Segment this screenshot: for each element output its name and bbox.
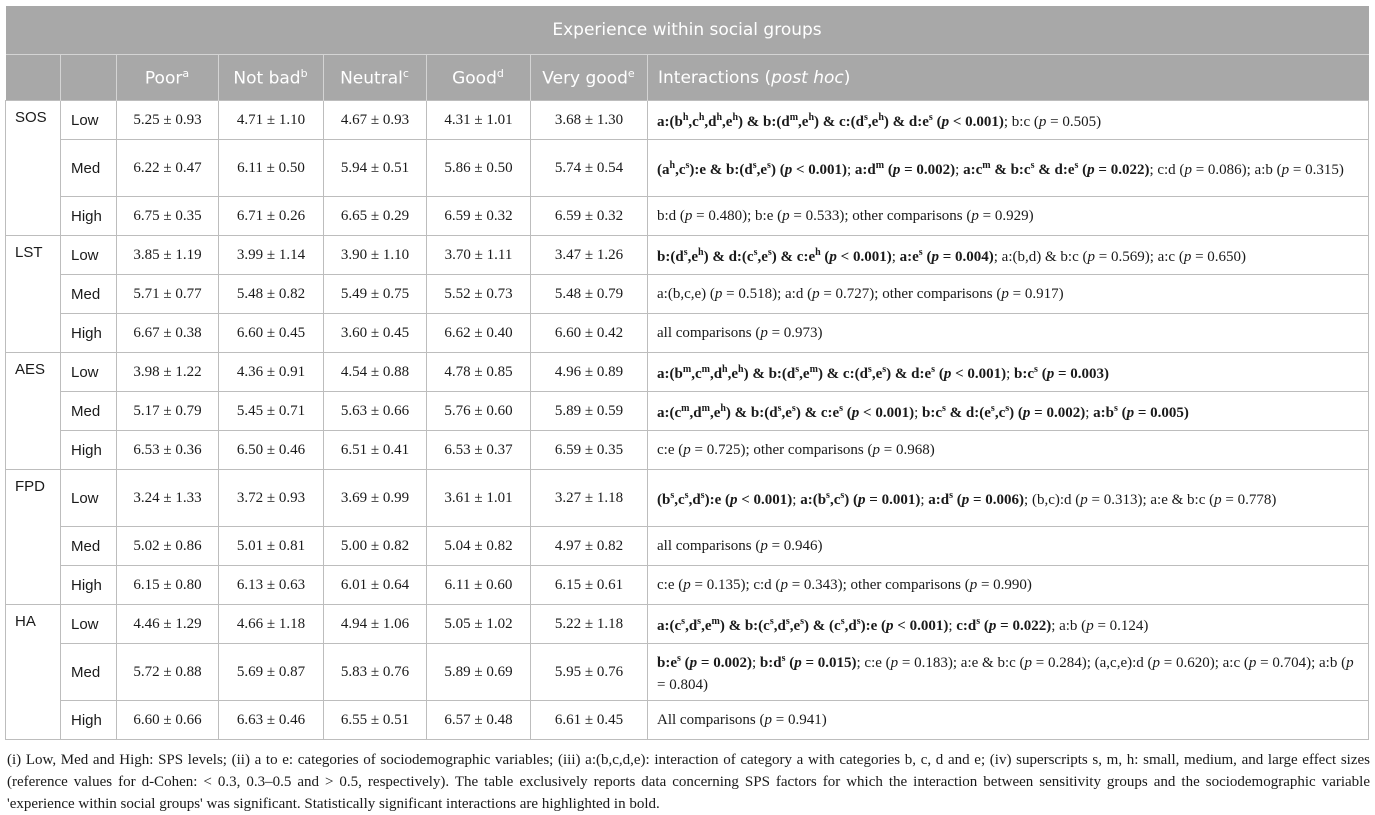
factor-cell: FPD (6, 470, 61, 605)
value-cell: 6.01 ± 0.64 (324, 566, 427, 605)
value-cell: 5.49 ± 0.75 (324, 275, 427, 314)
interaction-cell: all comparisons (p = 0.946) (648, 527, 1369, 566)
value-cell: 5.63 ± 0.66 (324, 392, 427, 431)
value-cell: 3.99 ± 1.14 (219, 236, 324, 275)
value-cell: 3.60 ± 0.45 (324, 314, 427, 353)
table-row (6, 140, 1369, 197)
level-cell: High (61, 314, 117, 353)
value-cell: 5.02 ± 0.86 (117, 527, 219, 566)
value-cell: 5.48 ± 0.79 (531, 275, 648, 314)
value-cell: 5.86 ± 0.50 (427, 140, 531, 197)
interaction-cell: All comparisons (p = 0.941) (648, 701, 1369, 740)
value-cell: 5.45 ± 0.71 (219, 392, 324, 431)
col-not-bad: Not bad$^b$ (219, 55, 324, 101)
value-cell: 4.96 ± 0.89 (531, 353, 648, 392)
value-cell: 6.55 ± 0.51 (324, 701, 427, 740)
value-cell: 3.90 ± 1.10 (324, 236, 427, 275)
interaction-cell: $(b^s,c^s,d^s):e$ (p < 0.001); $a:(b^s,c^s) (p = 0.001)$; $a:d^s$ (p = 0.006); (b,c):d (p = 0.313); a:e & b:c (p = 0.778) (648, 470, 1369, 527)
level-cell: Med (61, 392, 117, 431)
col-neutral: Neutral$^c$ (324, 55, 427, 101)
value-cell: 6.59 ± 0.32 (427, 197, 531, 236)
value-cell: 4.67 ± 0.93 (324, 101, 427, 140)
interaction-cell: $a:(b^h,c^h,d^h,e^h)$ & $b:(d^m,e^h)$ & $c:(d^s,e^h)$ & $d:e^s$ (p < 0.001); b:c (p = 0.505) (648, 101, 1369, 140)
value-cell: 6.59 ± 0.32 (531, 197, 648, 236)
table-row (6, 392, 1369, 431)
interaction-cell: $b:e^s$ (p = 0.002); $b:d^s$ (p = 0.015); c:e (p = 0.183); a:e & b:c (p = 0.284); (a,c,e):d (p = 0.620); a:c (p = 0.704); a:b (p = 0.804) (648, 644, 1369, 701)
value-cell: 3.70 ± 1.11 (427, 236, 531, 275)
value-cell: 6.22 ± 0.47 (117, 140, 219, 197)
value-cell: 5.83 ± 0.76 (324, 644, 427, 701)
col-very-good: Very good$^e$ (531, 55, 648, 101)
value-cell: 5.95 ± 0.76 (531, 644, 648, 701)
value-cell: 3.24 ± 1.33 (117, 470, 219, 527)
value-cell: 6.67 ± 0.38 (117, 314, 219, 353)
value-cell: 4.94 ± 1.06 (324, 605, 427, 644)
level-cell: Med (61, 527, 117, 566)
value-cell: 6.62 ± 0.40 (427, 314, 531, 353)
table-row (6, 314, 1369, 353)
interaction-cell: $a:(c^s,d^s,e^m)$ & $b:(c^s,d^s,e^s)$ & $(c^s,d^s):e$ (p < 0.001); $c:d^s$ (p = 0.022); a:b (p = 0.124) (648, 605, 1369, 644)
table-row (6, 353, 1369, 392)
value-cell: 5.48 ± 0.82 (219, 275, 324, 314)
value-cell: 4.71 ± 1.10 (219, 101, 324, 140)
value-cell: 6.60 ± 0.45 (219, 314, 324, 353)
table-row (6, 470, 1369, 527)
factor-header (6, 55, 61, 101)
value-cell: 6.61 ± 0.45 (531, 701, 648, 740)
value-cell: 6.60 ± 0.66 (117, 701, 219, 740)
level-cell: Low (61, 470, 117, 527)
level-cell: Low (61, 353, 117, 392)
table-row (6, 566, 1369, 605)
level-cell: Low (61, 101, 117, 140)
factor-cell: AES (6, 353, 61, 470)
results-table (5, 6, 1369, 740)
value-cell: 5.89 ± 0.59 (531, 392, 648, 431)
level-cell: High (61, 197, 117, 236)
value-cell: 6.51 ± 0.41 (324, 431, 427, 470)
interaction-cell: c:e (p = 0.135); c:d (p = 0.343); other comparisons (p = 0.990) (648, 566, 1369, 605)
value-cell: 6.53 ± 0.36 (117, 431, 219, 470)
value-cell: 3.68 ± 1.30 (531, 101, 648, 140)
factor-cell: SOS (6, 101, 61, 236)
value-cell: 6.65 ± 0.29 (324, 197, 427, 236)
value-cell: 6.53 ± 0.37 (427, 431, 531, 470)
value-cell: 6.11 ± 0.60 (427, 566, 531, 605)
value-cell: 6.57 ± 0.48 (427, 701, 531, 740)
value-cell: 3.61 ± 1.01 (427, 470, 531, 527)
interaction-cell: a:(b,c,e) (p = 0.518); a:d (p = 0.727); other comparisons (p = 0.917) (648, 275, 1369, 314)
table-row (6, 605, 1369, 644)
factor-cell: HA (6, 605, 61, 740)
table-row (6, 527, 1369, 566)
value-cell: 3.72 ± 0.93 (219, 470, 324, 527)
value-cell: 5.89 ± 0.69 (427, 644, 531, 701)
level-cell: Med (61, 275, 117, 314)
value-cell: 3.47 ± 1.26 (531, 236, 648, 275)
level-cell: Low (61, 236, 117, 275)
value-cell: 6.71 ± 0.26 (219, 197, 324, 236)
col-interactions: Interactions (post hoc) (648, 55, 1369, 101)
value-cell: 5.72 ± 0.88 (117, 644, 219, 701)
value-cell: 3.85 ± 1.19 (117, 236, 219, 275)
value-cell: 5.04 ± 0.82 (427, 527, 531, 566)
value-cell: 4.46 ± 1.29 (117, 605, 219, 644)
level-cell: High (61, 566, 117, 605)
level-cell: Med (61, 644, 117, 701)
value-cell: 5.00 ± 0.82 (324, 527, 427, 566)
col-good: Good$^d$ (427, 55, 531, 101)
table-footnote: (i) Low, Med and High: SPS levels; (ii) a to e: categories of sociodemographic variables; (iii) a:(b,c,d,e): interaction of category a with categories b, c, d and e; (iv) superscripts s, m, h: small, medium, and large effect sizes (reference values for d-Cohen: < 0.3, 0.3–0.5 and > 0.5, respectively). The table exclusively reports data concerning SPS factors for which the interaction between sensitivity groups and the sociodemographic variable 'experience within social groups' was significant. Statistically significant interactions are highlighted in bold. (7, 752, 1370, 812)
value-cell: 6.50 ± 0.46 (219, 431, 324, 470)
value-cell: 4.66 ± 1.18 (219, 605, 324, 644)
interaction-cell: $b:(d^s,e^h)$ & $d:(c^s,e^s)$ & $c:e^h$ (p < 0.001); $a:e^s$ (p = 0.004); a:(b,d) & b:c (p = 0.569); a:c (p = 0.650) (648, 236, 1369, 275)
table-body (6, 101, 1369, 740)
value-cell: 5.94 ± 0.51 (324, 140, 427, 197)
value-cell: 4.54 ± 0.88 (324, 353, 427, 392)
value-cell: 4.31 ± 1.01 (427, 101, 531, 140)
value-cell: 6.15 ± 0.61 (531, 566, 648, 605)
value-cell: 4.97 ± 0.82 (531, 527, 648, 566)
table-row (6, 101, 1369, 140)
interaction-cell: $a:(b^m,c^m,d^h,e^h)$ & $b:(d^s,e^m)$ & $c:(d^s,e^s)$ & $d:e^s$ (p < 0.001); $b:c^s$ (p = 0.003) (648, 353, 1369, 392)
group-header-row (6, 6, 1369, 55)
value-cell: 3.98 ± 1.22 (117, 353, 219, 392)
level-cell: High (61, 701, 117, 740)
value-cell: 3.27 ± 1.18 (531, 470, 648, 527)
value-cell: 6.15 ± 0.80 (117, 566, 219, 605)
table-row (6, 197, 1369, 236)
value-cell: 6.13 ± 0.63 (219, 566, 324, 605)
value-cell: 3.69 ± 0.99 (324, 470, 427, 527)
col-poor: Poor$^a$ (117, 55, 219, 101)
interaction-cell: b:d (p = 0.480); b:e (p = 0.533); other comparisons (p = 0.929) (648, 197, 1369, 236)
value-cell: 6.11 ± 0.50 (219, 140, 324, 197)
value-cell: 5.76 ± 0.60 (427, 392, 531, 431)
value-cell: 4.36 ± 0.91 (219, 353, 324, 392)
table-row (6, 644, 1369, 701)
value-cell: 5.74 ± 0.54 (531, 140, 648, 197)
value-cell: 5.71 ± 0.77 (117, 275, 219, 314)
level-cell: Med (61, 140, 117, 197)
value-cell: 6.59 ± 0.35 (531, 431, 648, 470)
level-header (61, 55, 117, 101)
interaction-cell: all comparisons (p = 0.973) (648, 314, 1369, 353)
interaction-cell: $a:(c^m,d^m,e^h)$ & $b:(d^s,e^s)$ & $c:e^s$ (p < 0.001); $b:c^s$ & $d:(e^s,c^s) (p = 0.002)$; $a:b^s$ (p = 0.005) (648, 392, 1369, 431)
value-cell: 5.52 ± 0.73 (427, 275, 531, 314)
value-cell: 6.60 ± 0.42 (531, 314, 648, 353)
level-cell: High (61, 431, 117, 470)
value-cell: 4.78 ± 0.85 (427, 353, 531, 392)
value-cell: 5.22 ± 1.18 (531, 605, 648, 644)
table-row (6, 236, 1369, 275)
group-title: Experience within social groups (6, 6, 1369, 55)
value-cell: 6.63 ± 0.46 (219, 701, 324, 740)
interaction-cell: c:e (p = 0.725); other comparisons (p = 0.968) (648, 431, 1369, 470)
value-cell: 5.05 ± 1.02 (427, 605, 531, 644)
value-cell: 5.01 ± 0.81 (219, 527, 324, 566)
table-row (6, 431, 1369, 470)
level-cell: Low (61, 605, 117, 644)
value-cell: 5.69 ± 0.87 (219, 644, 324, 701)
column-header-row (6, 55, 1369, 101)
value-cell: 5.25 ± 0.93 (117, 101, 219, 140)
interaction-cell: $(a^h,c^s):e$ & $b:(d^s,e^s) (p < 0.001)$; $a:d^m$ (p = 0.002); $a:c^m$ & $b:c^s$ & $d:e^s$ (p = 0.022); c:d (p = 0.086); a:b (p = 0.315) (648, 140, 1369, 197)
table-row (6, 701, 1369, 740)
table-row (6, 275, 1369, 314)
value-cell: 5.17 ± 0.79 (117, 392, 219, 431)
value-cell: 6.75 ± 0.35 (117, 197, 219, 236)
factor-cell: LST (6, 236, 61, 353)
